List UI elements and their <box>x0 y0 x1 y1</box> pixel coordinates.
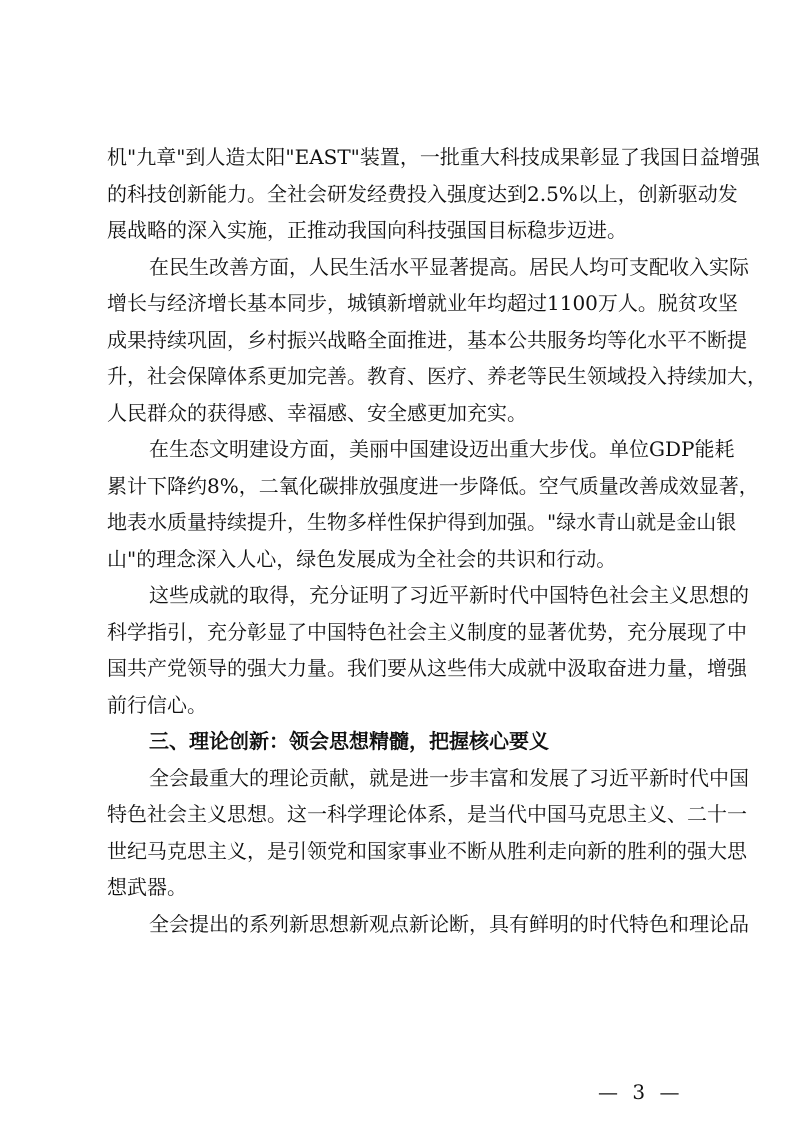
text-line: 国共产党领导的强大力量。我们要从这些伟大成就中汲取奋进力量，增强 <box>107 656 747 680</box>
text-line: 人民群众的获得感、幸福感、安全感更加充实。 <box>107 400 527 425</box>
page-number: — 3 — <box>598 1080 684 1104</box>
paragraph <box>107 431 759 577</box>
section-before-heading <box>107 139 767 723</box>
text-line: 成果持续巩固，乡村振兴战略全面推进，基本公共服务均等化水平不断提 <box>107 327 747 352</box>
text-line: 这些成就的取得，充分证明了习近平新时代中国特色社会主义思想的 <box>149 583 749 607</box>
section-after-heading <box>107 760 749 943</box>
section-heading: 三、理论创新：领会思想精髓，把握核心要义 <box>149 729 549 753</box>
paragraph <box>107 906 749 943</box>
text-line: 机"九章"到人造太阳"EAST"装置，一批重大科技成果彰显了我国日益增强 <box>107 145 760 169</box>
paragraph <box>107 139 760 249</box>
text-line: 在生态文明建设方面，美丽中国建设迈出重大步伐。单位GDP能耗 <box>149 437 735 461</box>
text-line: 全会最重大的理论贡献，就是进一步丰富和发展了习近平新时代中国 <box>149 765 749 790</box>
paragraph <box>107 249 767 432</box>
text-line: 升，社会保障体系更加完善。教育、医疗、养老等民生领域投入持续加大， <box>107 364 767 388</box>
text-line: 山"的理念深入人心，绿色发展成为全社会的共识和行动。 <box>107 546 617 571</box>
text-line: 增长与经济增长基本同步，城镇新增就业年均超过1100万人。脱贫攻坚 <box>107 291 738 315</box>
text-line: 特色社会主义思想。这一科学理论体系，是当代中国马克思主义、二十一 <box>107 802 747 826</box>
text-line: 想武器。 <box>107 875 187 899</box>
paragraph <box>107 760 749 906</box>
text-line: 前行信心。 <box>107 692 207 717</box>
text-line: 累计下降约8%，二氧化碳排放强度进一步降低。空气质量改善成效显著， <box>107 473 759 498</box>
text-line: 在民生改善方面，人民生活水平显著提高。居民人均可支配收入实际 <box>149 254 749 279</box>
text-line: 世纪马克思主义，是引领党和国家事业不断从胜利走向新的胜利的强大思 <box>107 838 747 863</box>
text-line: 的科技创新能力。全社会研发经费投入强度达到2.5%以上，创新驱动发 <box>107 181 738 206</box>
text-line: 全会提出的系列新思想新观点新论断，具有鲜明的时代特色和理论品 <box>149 911 749 936</box>
document-body <box>107 139 767 942</box>
text-line: 地表水质量持续提升，生物多样性保护得到加强。"绿水青山就是金山银 <box>107 510 737 534</box>
text-line: 科学指引，充分彰显了中国特色社会主义制度的显著优势，充分展现了中 <box>107 619 747 644</box>
paragraph <box>107 577 749 723</box>
text-line: 展战略的深入实施，正推动我国向科技强国目标稳步迈进。 <box>107 218 627 242</box>
